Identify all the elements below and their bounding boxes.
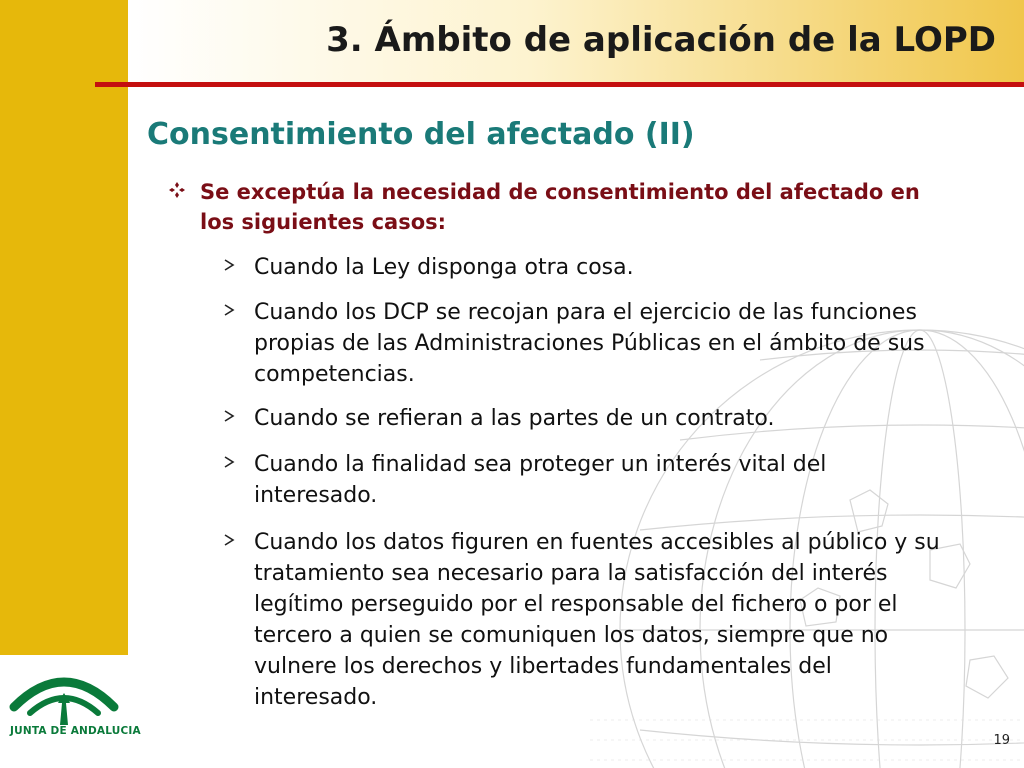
junta-de-andalucia-logo [0, 663, 128, 733]
logo-area [0, 655, 141, 768]
diamond-bullet-icon [168, 181, 186, 199]
list-item-text: Cuando los datos figuren en fuentes accesibles al público y su tratamiento sea necesario para la satisfacción del interés legítimo perseguido por el responsable del fichero o por el tercero a quien se comuniquen los datos, siempre que no vulnere los derechos y libertades fundamentales del interesado. [254, 530, 940, 710]
arrow-bullet-icon [222, 455, 236, 469]
left-accent-bar [0, 0, 128, 655]
title-divider [95, 82, 1024, 87]
list-item-text: Cuando la finalidad sea proteger un interés vital del interesado. [254, 452, 827, 508]
lead-text: Se exceptúa la necesidad de consentimiento del afectado en los siguientes casos: [200, 180, 920, 234]
section-heading: Consentimiento del afectado (II) [147, 117, 695, 152]
arrow-bullet-icon [222, 533, 236, 547]
list-item-text: Cuando los DCP se recojan para el ejercicio de las funciones propias de las Administraciones Públicas en el ámbito de sus competencias. [254, 300, 925, 387]
list-item-text: Cuando la Ley disponga otra cosa. [254, 255, 634, 280]
arrow-bullet-icon [222, 258, 236, 272]
arrow-bullet-icon [222, 409, 236, 423]
page-number: 19 [993, 733, 1010, 748]
logo-text: JUNTA DE ANDALUCIA [10, 725, 141, 737]
list-item-text: Cuando se refieran a las partes de un contrato. [254, 406, 775, 431]
arrow-bullet-icon [222, 303, 236, 317]
slide-title: 3. Ámbito de aplicación de la LOPD [326, 20, 996, 60]
